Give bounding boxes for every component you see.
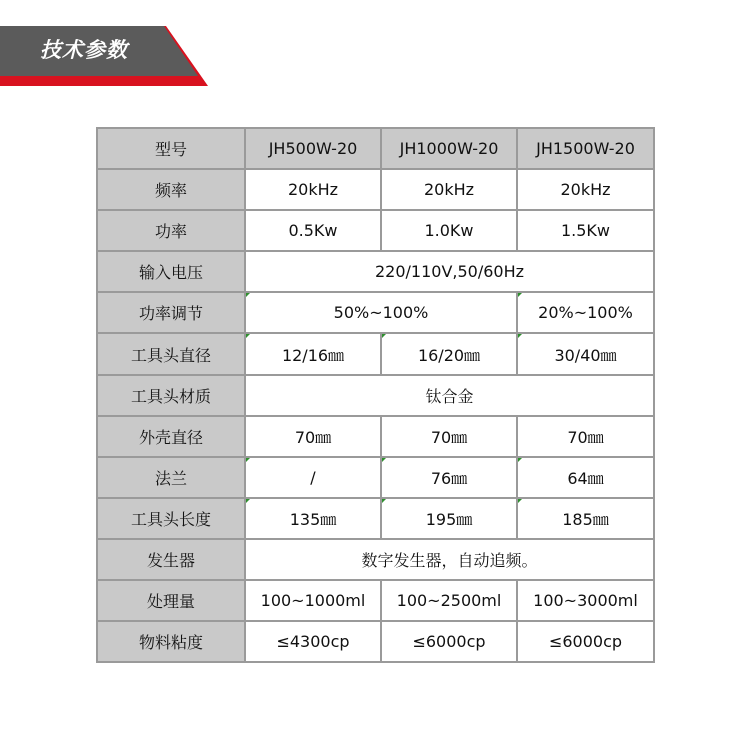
row-label: 工具头长度 xyxy=(97,498,245,539)
table-cell: 100~3000ml xyxy=(517,580,654,621)
table-row-housing-diameter xyxy=(97,416,654,457)
table-cell: 钛合金 xyxy=(245,375,654,416)
table-cell: 12/16㎜ xyxy=(245,333,381,374)
row-label: 功率 xyxy=(97,210,245,251)
table-row-flange xyxy=(97,457,654,498)
table-row-power xyxy=(97,210,654,251)
table-row-input-voltage xyxy=(97,251,654,292)
table-cell: 70㎜ xyxy=(381,416,517,457)
table-cell: 20kHz xyxy=(245,169,381,210)
table-cell: 100~2500ml xyxy=(381,580,517,621)
row-label: 发生器 xyxy=(97,539,245,580)
table-cell: 64㎜ xyxy=(517,457,654,498)
table-cell: 76㎜ xyxy=(381,457,517,498)
table-cell: 185㎜ xyxy=(517,498,654,539)
table-cell: / xyxy=(245,457,381,498)
table-row-power-adjust xyxy=(97,292,654,333)
table-cell: 50%~100% xyxy=(245,292,517,333)
header-cell-jh1500: JH1500W-20 xyxy=(517,128,654,169)
table-row-tool-material xyxy=(97,375,654,416)
row-label: 频率 xyxy=(97,169,245,210)
row-label: 工具头直径 xyxy=(97,333,245,374)
table-row-generator xyxy=(97,539,654,580)
row-label: 物料粘度 xyxy=(97,621,245,662)
row-label: 功率调节 xyxy=(97,292,245,333)
table-cell: ≤6000cp xyxy=(517,621,654,662)
header-cell-jh500: JH500W-20 xyxy=(245,128,381,169)
table-cell: 20%~100% xyxy=(517,292,654,333)
table-cell: 30/40㎜ xyxy=(517,333,654,374)
table-cell: 220/110V,50/60Hz xyxy=(245,251,654,292)
table-cell: 1.5Kw xyxy=(517,210,654,251)
table-row-tool-diameter xyxy=(97,333,654,374)
table-cell: 数字发生器，自动追频。 xyxy=(245,539,654,580)
table-cell: ≤4300cp xyxy=(245,621,381,662)
header-cell-jh1000: JH1000W-20 xyxy=(381,128,517,169)
table-cell: 195㎜ xyxy=(381,498,517,539)
table-cell: 70㎜ xyxy=(517,416,654,457)
spec-table xyxy=(96,127,655,663)
table-cell: 20kHz xyxy=(517,169,654,210)
table-row-viscosity xyxy=(97,621,654,662)
table-row-tool-length xyxy=(97,498,654,539)
table-cell: 70㎜ xyxy=(245,416,381,457)
table-cell: 1.0Kw xyxy=(381,210,517,251)
header-cell-model: 型号 xyxy=(97,128,245,169)
table-cell: 100~1000ml xyxy=(245,580,381,621)
banner-title: 技术参数 xyxy=(40,38,128,62)
table-cell: 20kHz xyxy=(381,169,517,210)
table-cell: ≤6000cp xyxy=(381,621,517,662)
table-cell: 0.5Kw xyxy=(245,210,381,251)
row-label: 输入电压 xyxy=(97,251,245,292)
table-cell: 16/20㎜ xyxy=(381,333,517,374)
row-label: 工具头材质 xyxy=(97,375,245,416)
table-header-row xyxy=(97,128,654,169)
section-banner xyxy=(0,26,210,86)
row-label: 法兰 xyxy=(97,457,245,498)
row-label: 外壳直径 xyxy=(97,416,245,457)
table-row-frequency xyxy=(97,169,654,210)
table-row-capacity xyxy=(97,580,654,621)
table-cell: 135㎜ xyxy=(245,498,381,539)
row-label: 处理量 xyxy=(97,580,245,621)
